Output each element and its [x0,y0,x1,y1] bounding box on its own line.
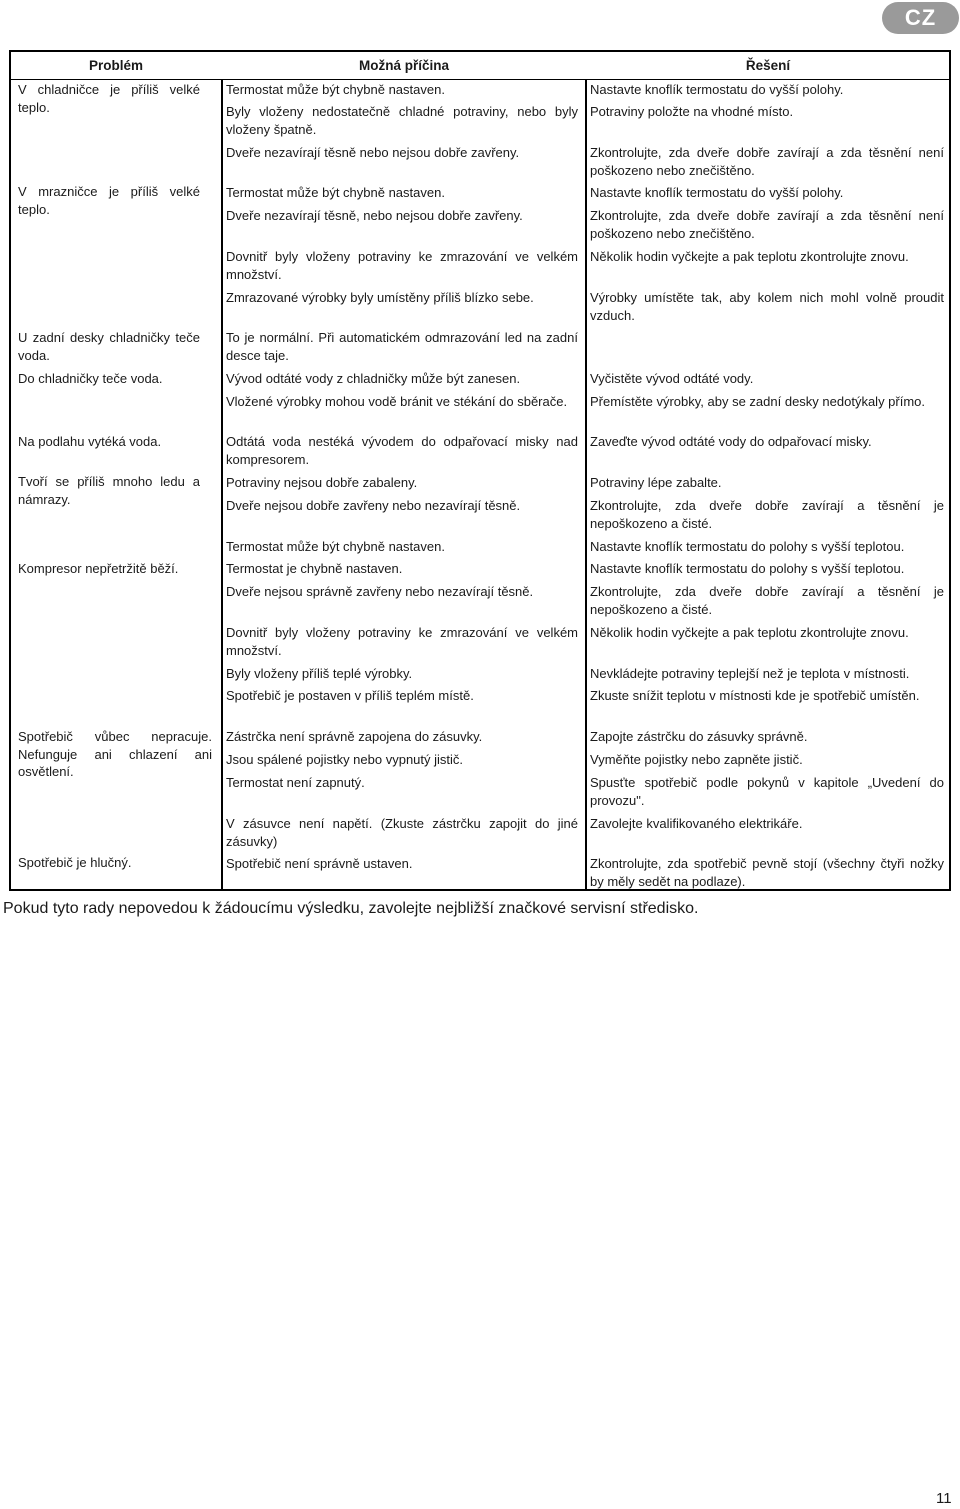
troubleshooting-table [9,50,951,891]
solution-cell: Několik hodin vyčkejte a pak teplotu zkontrolujte znovu. [590,249,909,264]
solution-cell: Zaveďte vývod odtáté vody do odpařovací misky. [590,434,872,449]
solution-cell: Potraviny lépe zabalte. [590,475,722,490]
solution-cell: Zkontrolujte, zda spotřebič pevně stojí (všechny čtyři nožky by měly sedět na podlaze). [590,856,944,889]
cause-cell: Termostat může být chybně nastaven. [226,82,445,97]
cause-cell: Odtátá voda nestéká vývodem do odpařovací misky nad kompresorem. [226,434,578,467]
cause-cell: Termostat není zapnutý. [226,775,365,790]
column-header-problem: Problém [11,52,221,80]
cause-cell: Dovnitř byly vloženy potraviny ke zmrazování ve velkém množství. [226,625,578,658]
problem-cell: V chladničce je příliš velké teplo. [18,82,200,115]
solution-cell: Vyměňte pojistky nebo zapněte jistič. [590,752,803,767]
cause-cell: Vložené výrobky mohou vodě bránit ve stékání do sběrače. [226,394,568,409]
solution-cell: Zkuste snížit teplotu v místnosti kde je spotřebič umístěn. [590,688,920,703]
cause-cell: Vývod odtáté vody z chladničky může být zanesen. [226,371,521,386]
problem-cell: Kompresor nepřetržitě běží. [18,561,179,576]
cause-cell: Dveře nezavírají těsně nebo nejsou dobře zavřeny. [226,145,520,160]
solution-cell: Nastavte knoflík termostatu do polohy s vyšší teplotou. [590,539,905,554]
solution-cell: Zkontrolujte, zda dveře dobře zavírají a těsnění je nepoškozeno a čisté. [590,498,944,531]
column-divider [221,80,223,889]
problem-cell: Spotřebič vůbec nepracuje. Nefunguje ani chlazení ani osvětlení. [18,729,212,779]
cause-cell: Termostat je chybně nastaven. [226,561,403,576]
cause-cell: Potraviny nejsou dobře zabaleny. [226,475,418,490]
cause-cell: Dveře nejsou správně zavřeny nebo nezavírají těsně. [226,584,534,599]
solution-cell: Několik hodin vyčkejte a pak teplotu zkontrolujte znovu. [590,625,909,640]
solution-cell: Vyčistěte vývod odtáté vody. [590,371,754,386]
solution-cell: Zkontrolujte, zda dveře dobře zavírají a těsnění je nepoškozeno a čisté. [590,584,944,617]
cause-cell: V zásuvce není napětí. (Zkuste zástrčku zapojit do jiné zásuvky) [226,816,578,849]
cause-cell: Byly vloženy nedostatečně chladné potraviny, nebo byly vloženy špatně. [226,104,578,137]
solution-cell: Nastavte knoflík termostatu do polohy s vyšší teplotou. [590,561,905,576]
problem-cell: Do chladničky teče voda. [18,371,163,386]
cause-cell: Termostat může být chybně nastaven. [226,539,445,554]
cause-cell: Jsou spálené pojistky nebo vypnutý jistič. [226,752,464,767]
solution-cell: Zkontrolujte, zda dveře dobře zavírají a zda těsnění není poškozeno nebo znečištěno. [590,208,944,241]
solution-cell: Zapojte zástrčku do zásuvky správně. [590,729,808,744]
cause-cell: Zmrazované výrobky byly umístěny příliš blízko sebe. [226,290,534,305]
cause-cell: Spotřebič není správně ustaven. [226,856,413,871]
cause-cell: Termostat může být chybně nastaven. [226,185,445,200]
language-badge: CZ [882,2,959,34]
solution-cell: Přemístěte výrobky, aby se zadní desky nedotýkaly přímo. [590,394,926,409]
solution-cell: Potraviny položte na vhodné místo. [590,104,794,119]
solution-cell: Spusťte spotřebič podle pokynů v kapitole „Uvedení do provozu". [590,775,944,808]
cause-cell: To je normální. Při automatickém odmrazování led na zadní desce taje. [226,330,578,363]
solution-cell: Zavolejte kvalifikovaného elektrikáře. [590,816,803,831]
cause-cell: Dovnitř byly vloženy potraviny ke zmrazování ve velkém množství. [226,249,578,282]
cause-cell: Dveře nejsou dobře zavřeny nebo nezavírají těsně. [226,498,521,513]
page-number: 11 [936,1490,952,1507]
solution-cell: Zkontrolujte, zda dveře dobře zavírají a zda těsnění není poškozeno nebo znečištěno. [590,145,944,178]
problem-cell: U zadní desky chladničky teče voda. [18,330,200,363]
solution-cell: Nevkládejte potraviny teplejší než je teplota v místnosti. [590,666,910,681]
solution-cell: Výrobky umístěte tak, aby kolem nich mohl volně proudit vzduch. [590,290,944,323]
service-note: Pokud tyto rady nepovedou k žádoucímu výsledku, zavolejte nejbližší značkové servisní středisko. [3,900,699,917]
cause-cell: Spotřebič je postaven v příliš teplém místě. [226,688,474,703]
problem-cell: Na podlahu vytéká voda. [18,434,162,449]
problem-cell: Tvoří se příliš mnoho ledu a námrazy. [18,474,200,507]
column-header-solution: Řešení [587,52,949,80]
cause-cell: Dveře nezavírají těsně, nebo nejsou dobře zavřeny. [226,208,523,223]
solution-cell: Nastavte knoflík termostatu do vyšší polohy. [590,82,844,97]
column-header-cause: Možná příčina [221,52,587,80]
column-divider [585,80,587,889]
problem-cell: V mrazničce je příliš velké teplo. [18,184,200,217]
problem-cell: Spotřebič je hlučný. [18,855,132,870]
cause-cell: Byly vloženy příliš teplé výrobky. [226,666,413,681]
cause-cell: Zástrčka není správně zapojena do zásuvky. [226,729,483,744]
solution-cell: Nastavte knoflík termostatu do vyšší polohy. [590,185,844,200]
